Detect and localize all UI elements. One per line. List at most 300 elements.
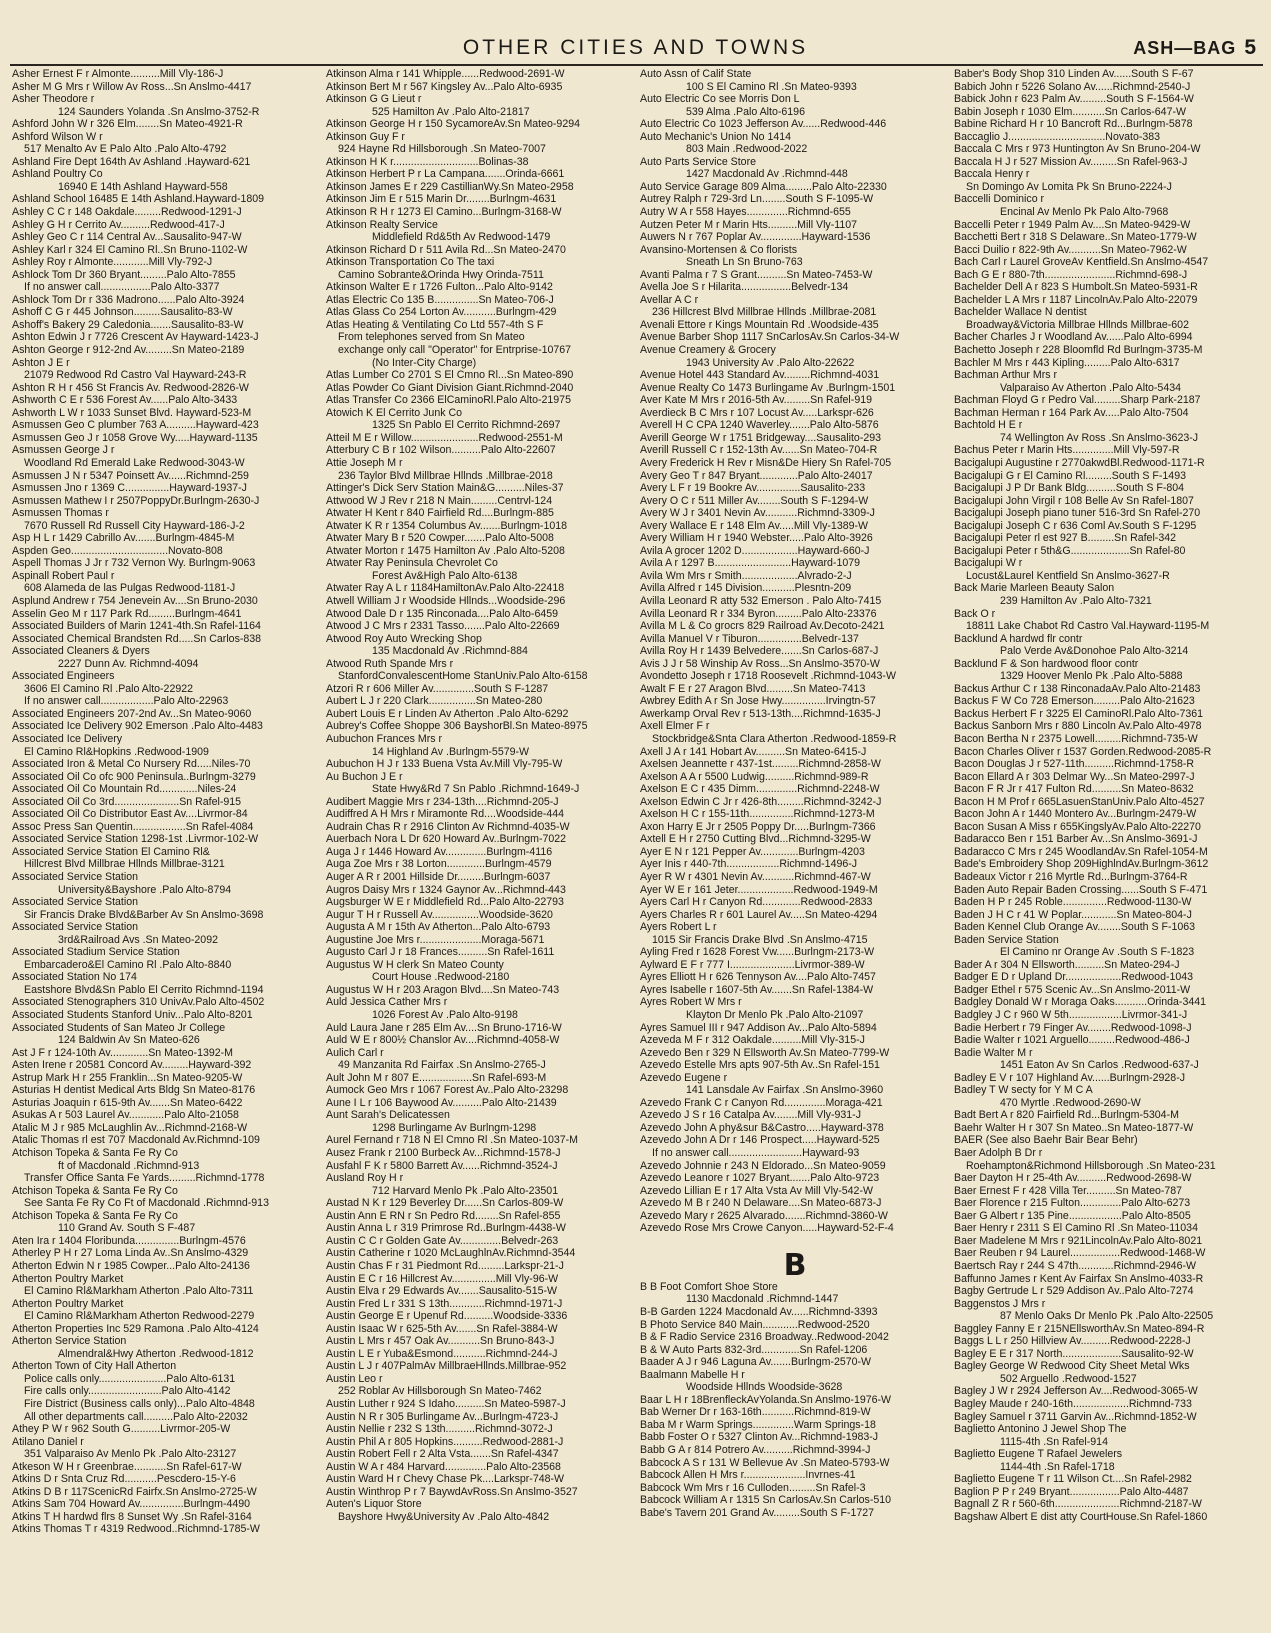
listing-line: Sn Domingo Av Lomita Pk Sn Bruno-2224-J <box>966 180 1172 193</box>
listing-line: Badie Walter r 1021 Arguello.........Redwood-486-J <box>954 1034 1190 1047</box>
listing-line: Auld Jessica Cather Mrs r <box>326 996 448 1009</box>
listing-line: 239 Hamilton Av .Palo Alto-7321 <box>1000 594 1152 607</box>
listing-line: Ashton J E r <box>12 356 70 369</box>
listing-line: Associated Service Station 1298-1st .Livrmor-102-W <box>12 833 259 846</box>
listing-line: See Santa Fe Ry Co Ft of Macdonald .Richmnd-913 <box>24 1197 269 1210</box>
listing-line: Austin Anna L r 319 Primrose Rd..Burlngm-4438-W <box>326 1222 566 1235</box>
listing-line: Ayres Robert W Mrs r <box>640 996 742 1009</box>
listing-line: Atkinson R H r 1273 El Camino...Burlngm-3168-W <box>326 206 562 219</box>
listing-line: B & W Auto Parts 832-3rd.............Sn Rafel-1206 <box>640 1343 868 1356</box>
listing-line: Bachelder Dell A r 823 S Humbolt.Sn Mateo-5931-R <box>954 281 1198 294</box>
listing-line: Aubert L J r 220 Clark................Sn Mateo-280 <box>326 695 543 708</box>
listing-line: 517 Menalto Av E Palo Alto .Palo Alto-4792 <box>24 143 227 156</box>
listing-line: Badger E D r Upland Dr...................Redwood-1043 <box>954 971 1194 984</box>
listing-line: Baber's Body Shop 310 Linden Av......South S F-67 <box>954 68 1194 80</box>
listing-line: (No Inter-City Charge) <box>372 356 477 369</box>
listing-line: Atkins Sam 704 Howard Av...............Burlngm-4490 <box>12 1498 251 1511</box>
listing-line: Ashton R H r 456 St Francis Av. Redwood-2826-W <box>12 381 249 394</box>
listing-line: 1329 Hoover Menlo Pk .Palo Alto-5888 <box>1000 670 1183 683</box>
listing-line: Associated Stadium Service Station <box>12 946 180 959</box>
listing-line: B Photo Service 840 Main............Redwood-2520 <box>640 1318 870 1331</box>
listing-line: Eastshore Blvd&Sn Pablo El Cerrito Richmnd-1194 <box>24 983 264 996</box>
listing-line: Atwater K R r 1354 Columbus Av.......Burlngm-1018 <box>326 519 568 532</box>
directory-column <box>12 68 322 1628</box>
listing-line: Austin L Mrs r 457 Oak Av...........Sn Bruno-843-J <box>326 1335 555 1348</box>
listing-line: Atkinson G G Lieut r <box>326 93 422 106</box>
listing-line: Babb Foster O r 5327 Clinton Av...Richmnd-1983-J <box>640 1431 879 1444</box>
listing-line: Roehampton&Richmond Hillsborough .Sn Mateo-231 <box>966 1159 1216 1172</box>
listing-line: Ashland School 16485 E 14th Ashland.Hayward-1809 <box>12 193 265 206</box>
listing-line: Azevedo Frank C r Canyon Rd..............Moraga-421 <box>640 1096 883 1109</box>
listing-line: Avery Frederick H Rev r Misn&De Hiery Sn Rafel-705 <box>640 456 892 469</box>
listing-line: 100 S El Camino Rl .Sn Mateo-9393 <box>686 80 857 93</box>
listing-line: Atkinson Jim E r 515 Marin Dr........Burlngm-4631 <box>326 193 557 206</box>
listing-line: 608 Alameda de las Pulgas Redwood-1181-J <box>24 582 236 595</box>
listing-line: Baccala H J r 527 Mission Av.........Sn Rafel-963-J <box>954 155 1188 168</box>
listing-line: Backus Arthur C r 138 RinconadaAv.Palo Alto-21483 <box>954 682 1201 695</box>
listing-line: 1144-4th .Sn Rafel-1718 <box>1000 1460 1115 1473</box>
listing-line: Atwater H Kent r 840 Fairfield Rd....Burlngm-885 <box>326 507 554 520</box>
listing-line: Baglietto Eugene T Rafael Jewelers <box>954 1448 1123 1461</box>
listing-line: Aspden Geo.................................Novato-808 <box>12 544 223 557</box>
listing-line: Atlas Electric Co 135 B...............Sn Mateo-706-J <box>326 293 554 306</box>
listing-line: Bacigalupi J P Dr Bank Bldg..........South S F-804 <box>954 482 1185 495</box>
listing-line: Austin E C r 16 Hillcrest Av...............Mill Vly-96-W <box>326 1272 559 1285</box>
listing-line: Atherton Service Station <box>12 1335 127 1348</box>
listing-line: Bab Werner Dr r 163-16th...........Richmnd-819-W <box>640 1406 871 1419</box>
listing-line: Azevedo Leanore r 1027 Bryant.......Palo Alto-9723 <box>640 1172 880 1185</box>
listing-line: Atilano Daniel r <box>12 1435 84 1448</box>
listing-line: Asmussen Mathew I r 2507PoppyDr.Burlngm-2630-J <box>12 494 260 507</box>
listing-line: Ayer E N r 121 Pepper Av.............Burlngm-4203 <box>640 845 865 858</box>
listing-line: Azeveda M F r 312 Oakdale..........Mill Vly-315-J <box>640 1034 865 1047</box>
listing-line: Backus Herbert F r 3225 El CaminoRl.Palo Alto-7361 <box>954 707 1204 720</box>
listing-line: Asturias H dentist Medical Arts Bldg Sn Mateo-8176 <box>12 1084 256 1097</box>
listing-line: Avilla Roy H r 1439 Belvedere.......Sn Carlos-687-J <box>640 645 879 658</box>
listing-line: Baccaglio J.................................Novato-383 <box>954 130 1161 143</box>
listing-line: Bacigalupi Joseph piano tuner 516-3rd Sn Rafel-270 <box>954 507 1201 520</box>
listing-line: Baer Ernest F r 428 Villa Ter..........Sn Mateo-787 <box>954 1184 1183 1197</box>
listing-line: 1115-4th .Sn Rafel-914 <box>1000 1435 1108 1448</box>
listing-line: Asmussen Geo C plumber 763 A..........Hayward-423 <box>12 419 259 432</box>
listing-line: Fire District (Business calls only)...Palo Alto-4848 <box>24 1397 255 1410</box>
listing-line: Atkinson Bert M r 567 Kingsley Av...Palo Alto-6935 <box>326 80 563 93</box>
listing-line: Bacon Susan A Miss r 655KingslyAv.Palo Alto-22270 <box>954 820 1201 833</box>
listing-line: Bacon Bertha N r 2375 Lowell.........Richmnd-735-W <box>954 732 1198 745</box>
listing-line: Bacher Charles J r Woodland Av......Palo Alto-6994 <box>954 331 1193 344</box>
listing-line: Avilla M L & Co grocrs 829 Railroad Av.Decoto-2421 <box>640 620 885 633</box>
listing-line: Atkinson James E r 229 CastillianWy.Sn Mateo-2958 <box>326 180 574 193</box>
listing-line: Austin George E r Upenuf Rd..........Woodside-3336 <box>326 1310 568 1323</box>
listing-line: 87 Menlo Oaks Dr Menlo Pk .Palo Alto-22505 <box>1000 1310 1214 1323</box>
listing-line: Bacon F R Jr r 417 Fulton Rd..........Sn Mateo-8632 <box>954 783 1194 796</box>
listing-line: Aune I L r 106 Baywood Av..........Palo Alto-21439 <box>326 1096 557 1109</box>
listing-line: Atlas Powder Co Giant Division Giant.Richmnd-2040 <box>326 381 574 394</box>
listing-line: Ashford John W r 326 Elm........Sn Mateo-4921-R <box>12 118 243 131</box>
listing-line: Baffunno James r Kent Av Fairfax Sn Anslmo-4033-R <box>954 1272 1204 1285</box>
listing-line: Stockbridge&Snta Clara Atherton .Redwood-1859-R <box>652 732 897 745</box>
listing-line: Baer Florence r 215 Fulton..............Palo Alto-6273 <box>954 1197 1191 1210</box>
listing-line: Austin C C r Golden Gate Av..............Belvedr-263 <box>326 1234 559 1247</box>
listing-line: Badaracco C Mrs r 245 WoodlandAv.Sn Rafel-1054-M <box>954 845 1208 858</box>
listing-line: Ashley Geo C r 114 Central Av...Sausalito-947-W <box>12 231 242 244</box>
listing-line: Bacon Douglas J r 527-11th..........Richmnd-1758-R <box>954 758 1195 771</box>
listing-line: Back Marie Marleen Beauty Salon <box>954 582 1115 595</box>
listing-line: Ayres Isabelle r 1607-5th Av.......Sn Rafel-1384-W <box>640 983 874 996</box>
listing-line: Azevedo Mary r 2625 Alvarado.......Richmnd-3860-W <box>640 1209 888 1222</box>
listing-line: Baba M r Warm Springs..............Warm Springs-18 <box>640 1418 876 1431</box>
listing-line: Aubuchon Frances Mrs r <box>326 732 442 745</box>
listing-line: Austin Nellie r 232 S 13th..........Richmnd-3072-J <box>326 1423 553 1436</box>
guide-words: ASH—BAG <box>1133 38 1237 58</box>
listing-line: Atwater Ray A L r 1184HamiltonAv.Palo Alto-22418 <box>326 582 565 595</box>
listing-line: Camino Sobrante&Orinda Hwy Orinda-7511 <box>338 268 544 281</box>
listing-line: Austin N R r 305 Burlingame Av...Burlngm-4723-J <box>326 1410 559 1423</box>
listing-line: Ashton George r 912-2nd Av.........Sn Mateo-2189 <box>12 344 245 357</box>
listing-line: Bagshaw Albert E dist atty CourtHouse.Sn Rafel-1860 <box>954 1510 1208 1523</box>
listing-line: Middlefield Rd&5th Av Redwood-1479 <box>372 231 551 244</box>
listing-line: Baer Madelene M Mrs r 921LincolnAv.Palo Alto-8021 <box>954 1234 1203 1247</box>
listing-line: Asplund Andrew r 754 Jenevein Av....Sn Bruno-2030 <box>12 594 258 607</box>
listing-line: Atalic M J r 985 McLaughlin Av...Richmnd-2168-W <box>12 1121 248 1134</box>
listing-line: Associated Engineers <box>12 670 115 683</box>
listing-line: Auld Laura Jane r 285 Elm Av....Sn Bruno-1716-W <box>326 1021 562 1034</box>
listing-line: Atalic Thomas rl est 707 Macdonald Av.Richmnd-109 <box>12 1134 260 1147</box>
listing-line: Baer Adolph B Dr r <box>954 1147 1043 1160</box>
listing-line: Avondetto Joseph r 1718 Roosevelt .Richmnd-1043-W <box>640 670 896 683</box>
listing-line: El Camino Rl&Markham Atherton .Palo Alto-7311 <box>24 1285 254 1298</box>
listing-line: Avery O C r 511 Miller Av........South S F-1294-W <box>640 494 869 507</box>
listing-line: Austin Winthrop P r 7 BaywdAvRoss.Sn Anslmo-3527 <box>326 1485 578 1498</box>
listing-line: Ausfahl F K r 5800 Barrett Av......Richmnd-3524-J <box>326 1159 558 1172</box>
listing-line: Ayer W E r 161 Jeter...................Redwood-1949-M <box>640 883 878 896</box>
listing-line: Asher M G Mrs r Willow Av Ross...Sn Anslmo-4417 <box>12 80 252 93</box>
listing-line: 803 Main .Redwood-2022 <box>686 143 808 156</box>
listing-line: Auld W E r 800½ Chanslor Av....Richmnd-4058-W <box>326 1034 560 1047</box>
listing-line: 124 Baldwin Av Sn Mateo-626 <box>58 1034 200 1047</box>
listing-line: Aulich Carl r <box>326 1046 384 1059</box>
listing-line: 49 Manzanita Rd Fairfax .Sn Anslmo-2765-J <box>338 1059 546 1072</box>
listing-line: Atchison Topeka & Santa Fe Ry Co <box>12 1147 178 1160</box>
listing-line: Bach Carl r Laurel GroveAv Kentfield.Sn Anslmo-4547 <box>954 256 1209 269</box>
listing-line: Atterbury C B r 102 Wilson..........Palo Alto-22607 <box>326 444 556 457</box>
listing-line: Babcock A S r 131 W Bellevue Av .Sn Mateo-5793-W <box>640 1456 890 1469</box>
listing-line: Axelsen Jeannette r 437-1st.........Richmnd-2858-W <box>640 758 881 771</box>
listing-line: Baader A J r 946 Laguna Av.......Burlngm-2570-W <box>640 1356 872 1369</box>
listing-line: If no answer call.........................Hayward-93 <box>652 1147 860 1160</box>
listing-line: Attwood W J Rev r 218 N Main.........Centrvl-124 <box>326 494 553 507</box>
listing-line: Atteil M E r Willow.......................Redwood-2551-M <box>326 431 563 444</box>
listing-line: Atherton Edwin N r 1985 Cowper...Palo Alto-24136 <box>12 1259 250 1272</box>
listing-line: Ausland Roy H r <box>326 1172 404 1185</box>
listing-line: Associated Builders of Marin 1241-4th.Sn Rafel-1164 <box>12 620 261 633</box>
listing-line: B & F Radio Service 2316 Broadway..Redwood-2042 <box>640 1331 889 1344</box>
listing-line: Bagley George W Redwood City Sheet Metal Wks <box>954 1360 1190 1373</box>
listing-line: Au Buchon J E r <box>326 770 403 783</box>
listing-line: Asher Ernest F r Almonte..........Mill Vly-186-J <box>12 68 224 80</box>
listing-line: Atherton Poultry Market <box>12 1297 124 1310</box>
listing-line: Ashton Edwin J r 7726 Crescent Av Hayward-1423-J <box>12 331 259 344</box>
listing-line: Aten Ira r 1404 Floribunda...............Burlngm-4576 <box>12 1234 246 1247</box>
listing-line: 1026 Forest Av .Palo Alto-9198 <box>372 1009 518 1022</box>
listing-line: Broadway&Victoria Millbrae Hllnds Millbrae-602 <box>966 318 1189 331</box>
listing-line: All other departments call..........Palo Alto-22032 <box>24 1410 248 1423</box>
listing-line: Avilla Leonard R atty 532 Emerson . Palo Alto-7415 <box>640 594 882 607</box>
listing-line: Associated Oil Co 3rd......................Sn Rafel-915 <box>12 795 242 808</box>
listing-line: Aubrey's Coffee Shoppe 306 BayshorBl.Sn Mateo-8975 <box>326 720 588 733</box>
listing-line: Azevedo Estelle Mrs apts 907-5th Av..Sn Rafel-151 <box>640 1059 880 1072</box>
listing-line: Audrain Chas R r 2916 Clinton Av Richmnd-4035-W <box>326 820 570 833</box>
listing-line: Backlund F & Son hardwood floor contr <box>954 657 1139 670</box>
listing-line: Axelson Edwin C Jr r 426-8th.........Richmnd-3242-J <box>640 795 882 808</box>
listing-line: Asten Irene r 20581 Concord Av.........Hayward-392 <box>12 1059 252 1072</box>
listing-line: 1130 Macdonald .Richmnd-1447 <box>686 1293 839 1306</box>
listing-line: El Camino nr Orange Av .South S F-1823 <box>1000 946 1195 959</box>
listing-line: Avenue Creamery & Grocery <box>640 344 776 357</box>
listing-line: Badie Herbert r 79 Finger Av........Redwood-1098-J <box>954 1021 1192 1034</box>
listing-line: Associated Oil Co Distributor East Av....Livrmor-84 <box>12 808 248 821</box>
listing-line: Atlas Lumber Co 2701 S El Cmno Rl...Sn Mateo-890 <box>326 369 574 382</box>
listing-line: Babick John r 623 Palm Av.........South S F-1564-W <box>954 93 1194 106</box>
listing-line: Austin W A r 484 Harvard..............Palo Alto-23568 <box>326 1460 561 1473</box>
listing-line: Baar L H r 18BrenfleckAvYolanda.Sn Anslmo-1976-W <box>640 1393 892 1406</box>
page-range <box>1133 36 1257 60</box>
directory-columns <box>12 68 1264 1628</box>
listing-line: Ayers Carl H r Canyon Rd.............Redwood-2833 <box>640 896 873 909</box>
listing-line: Associated Stenographers 310 UnivAv.Palo Alto-4502 <box>12 996 265 1009</box>
listing-line: Ayers Robert L r <box>640 921 717 934</box>
listing-line: B B Foot Comfort Shoe Store <box>640 1280 778 1293</box>
listing-line: Baggenstos J Mrs r <box>954 1297 1046 1310</box>
listing-line: Awerkamp Orval Rev r 513-13th....Richmnd-1635-J <box>640 707 881 720</box>
listing-line: Bach G E r 880-7th........................Richmnd-698-J <box>954 268 1188 281</box>
listing-line: Azevedo John A phy&sur B&Castro.....Hayward-378 <box>640 1121 884 1134</box>
listing-line: Bagley J W r 2924 Jefferson Av....Redwood-3065-W <box>954 1385 1198 1398</box>
listing-line: Babine Richard H r 10 Bancroft Rd...Burlngm-5878 <box>954 118 1193 131</box>
listing-line: Attinger's Dick Serv Station Main&G..........Niles-37 <box>326 482 564 495</box>
listing-line: Avis J J r 58 Winship Av Ross...Sn Anslmo-3570-W <box>640 657 880 670</box>
listing-line: 141 Lansdale Av Fairfax .Sn Anslmo-3960 <box>686 1084 884 1097</box>
listing-line: Atkinson Richard D r 511 Avila Rd...Sn Mateo-2470 <box>326 243 566 256</box>
listing-line: Awbrey Edith A r Sn Jose Hwy...............Irvingtn-57 <box>640 695 876 708</box>
listing-line: Badley E V r 107 Highland Av......Burlngm-2928-J <box>954 1071 1186 1084</box>
listing-line: Bacigalupi W r <box>954 557 1023 570</box>
listing-line: Baden H P r 245 Roble...............Redwood-1130-W <box>954 896 1192 909</box>
listing-line: Avery Geo T r 847 Bryant.............Palo Alto-24017 <box>640 469 873 482</box>
listing-line: Baglion P P r 249 Bryant.................Palo Alto-4487 <box>954 1485 1189 1498</box>
listing-line: Azevedo M B r 240 N Delaware....Sn Mateo-6873-J <box>640 1197 882 1210</box>
listing-line: Atwood Dale D r 135 Rinconada....Palo Alto-6459 <box>326 607 559 620</box>
listing-line: Associated Service Station <box>12 871 139 883</box>
listing-line: Baccala Henry r <box>954 168 1030 181</box>
listing-line: 1325 Sn Pablo El Cerrito Richmnd-2697 <box>372 419 561 432</box>
listing-line: Axtell E H r 2750 Cutting Blvd...Richmnd-3295-W <box>640 833 871 846</box>
listing-line: Avila A grocer 1202 D...................Hayward-660-J <box>640 544 870 557</box>
listing-line: Avilla Alfred r 145 Division...........Plesntn-209 <box>640 582 852 595</box>
listing-line: Bacigalupi Joseph C r 636 Coml Av.South S F-1295 <box>954 519 1197 532</box>
listing-line: Bayshore Hwy&University Av .Palo Alto-4842 <box>338 1510 550 1523</box>
listing-line: Bachelder L A Mrs r 1187 LincolnAv.Palo Alto-22079 <box>954 293 1198 306</box>
listing-line: Avenue Hotel 443 Standard Av.........Richmnd-4031 <box>640 369 880 382</box>
listing-line: exchange only call "Operator" for Entrprise-10767 <box>338 344 572 357</box>
listing-line: Baglietto Antonino J Jewel Shop The <box>954 1423 1127 1436</box>
listing-line: Sir Francis Drake Blvd&Barber Av Sn Anslmo-3698 <box>24 908 264 921</box>
listing-line: Atkinson Herbert P r La Campana.......Orinda-6661 <box>326 168 565 181</box>
listing-line: Atwell William J r Woodside Hllnds...Woodside-296 <box>326 594 566 607</box>
listing-line: 1427 Macdonald Av .Richmnd-448 <box>686 168 848 181</box>
listing-line: Axelson A A r 5500 Ludwig..........Richmnd-989-R <box>640 770 869 783</box>
listing-line: Austin Ward H r Chevy Chase Pk....Larkspr-748-W <box>326 1473 565 1486</box>
listing-line: Babcock Wm Mrs r 16 Culloden.........Sn Rafel-3 <box>640 1481 866 1494</box>
listing-line: 1298 Burlingame Av Burlngm-1298 <box>372 1121 537 1134</box>
listing-line: Associated Students of San Mateo Jr College <box>12 1021 226 1034</box>
listing-line: Atchison Topeka & Santa Fe Ry Co <box>12 1209 178 1222</box>
listing-line: Backus Sanborn Mrs r 880 Lincoln Av.Palo Alto-4978 <box>954 720 1202 733</box>
listing-line: Avenali Ettore r Kings Mountain Rd .Woodside-435 <box>640 318 879 331</box>
listing-line: Baalmann Mabelle H r <box>640 1368 745 1381</box>
listing-line: Aubuchon H J r 133 Buena Vsta Av.Mill Vly-795-W <box>326 758 563 771</box>
listing-line: Augsburger W E r Middlefield Rd...Palo Alto-22793 <box>326 896 564 909</box>
listing-line: Associated Students Stanford Univ...Palo Alto-8201 <box>12 1009 253 1022</box>
listing-line: Augur T H r Russell Av................Woodside-3620 <box>326 908 553 921</box>
listing-line: Atwood J C Mrs r 2331 Tasso.......Palo Alto-22669 <box>326 620 560 633</box>
listing-line: Atkinson Transportation Co The taxi <box>326 256 495 269</box>
listing-line: Auto Service Garage 809 Alma.........Palo Alto-22330 <box>640 180 887 193</box>
listing-line: Avery W J r 3401 Nevin Av...........Richmnd-3309-J <box>640 507 875 520</box>
listing-line: Baggley Fanny E r 215NEllsworthAv.Sn Mateo-894-R <box>954 1322 1205 1335</box>
listing-line: Augustus W H r 203 Aragon Blvd....Sn Mateo-743 <box>326 983 560 996</box>
listing-line: Avellar A C r <box>640 293 699 306</box>
listing-line: 3rd&Railroad Avs .Sn Mateo-2092 <box>58 933 218 946</box>
listing-line: Atkeson W H r Greenbrae...........Sn Rafel-617-W <box>12 1460 242 1473</box>
listing-line: Atlas Heating & Ventilating Co Ltd 557-4th S F <box>326 318 544 331</box>
listing-line: Auga Zoe Mrs r 38 Lorton.............Burlngm-4579 <box>326 858 552 871</box>
listing-line: Ashley Karl r 324 El Camino Rl..Sn Bruno-1102-W <box>12 243 248 256</box>
listing-line: Badgley J C r 960 W 5th..................Livrmor-341-J <box>954 1009 1188 1022</box>
listing-line: Badie Walter M r <box>954 1046 1033 1059</box>
listing-line: Police calls only.......................Palo Alto-6131 <box>24 1372 236 1385</box>
listing-line: Locust&Laurel Kentfield Sn Anslmo-3627-R <box>966 569 1170 582</box>
listing-line: Baccelli Dominico r <box>954 193 1045 206</box>
listing-line: Avila A r 1297 B..........................Hayward-1079 <box>640 557 861 570</box>
listing-line: Badeaux Victor r 216 Myrtle Rd...Burlngm-3764-R <box>954 871 1188 883</box>
listing-line: Baden Auto Repair Baden Crossing......South S F-471 <box>954 883 1208 896</box>
listing-line: Austin L J r 407PalmAv MillbraeHllnds.Millbrae-952 <box>326 1360 567 1373</box>
listing-line: Badt Bert A r 820 Fairfield Rd...Burlngm-5304-M <box>954 1109 1179 1122</box>
listing-line: Augustus W H clerk Sn Mateo County <box>326 958 504 971</box>
listing-line: Ashley Roy r Almonte............Mill Vly-792-J <box>12 256 213 269</box>
listing-line: Bacigalupi Peter rl est 927 B.........Sn Rafel-342 <box>954 532 1176 545</box>
listing-line: Avery William H r 1940 Webster.....Palo Alto-3926 <box>640 532 873 545</box>
listing-line: Atchison Topeka & Santa Fe Ry Co <box>12 1184 178 1197</box>
listing-line: 470 Myrtle .Redwood-2690-W <box>1000 1096 1141 1109</box>
listing-line: Ayers Charles R r 601 Laurel Av.....Sn Mateo-4294 <box>640 908 878 921</box>
listing-line: Atkinson Realty Service <box>326 218 438 231</box>
listing-line: Auerbach Nora L Dr 620 Howard Av..Burlngm-7022 <box>326 833 567 846</box>
listing-line: Auto Electric Co see Morris Don L <box>640 93 800 106</box>
listing-line: Asmussen George J r <box>12 444 115 457</box>
listing-line: 7670 Russell Rd Russell City Hayward-186-J-2 <box>24 519 245 532</box>
listing-line: Aver Kate M Mrs r 2016-5th Av.........Sn Rafel-919 <box>640 394 872 407</box>
listing-line: Asselin Geo M r 117 Park Rd.........Burlngm-4641 <box>12 607 242 620</box>
listing-line: Bagnall Z R r 560-6th......................Richmnd-2187-W <box>954 1498 1202 1511</box>
listing-line: Atherley P H r 27 Loma Linda Av..Sn Anslmo-4329 <box>12 1247 249 1260</box>
listing-line: Badgley Donald W r Moraga Oaks...........Orinda-3441 <box>954 996 1207 1009</box>
listing-line: Azevedo Ben r 329 N Ellsworth Av.Sn Mateo-7799-W <box>640 1046 890 1059</box>
listing-line: Bacchetti Bert r 318 S Delaware..Sn Mateo-1779-W <box>954 231 1197 244</box>
directory-column <box>326 68 636 1628</box>
listing-line: Encinal Av Menlo Pk Palo Alto-7968 <box>1000 206 1169 219</box>
listing-line: Woodside Hllnds Woodside-3628 <box>686 1381 843 1394</box>
listing-line: Hillcrest Blvd Millbrae Hllnds Millbrae-3121 <box>24 858 225 871</box>
listing-line: Atwater Morton r 1475 Hamilton Av .Palo Alto-5208 <box>326 544 565 557</box>
listing-line: Autry W A r 558 Hayes..............Richmnd-655 <box>640 206 851 219</box>
listing-line: Atkinson George H r 150 SycamoreAv.Sn Mateo-9294 <box>326 118 580 131</box>
listing-line: Averdieck B C Mrs r 107 Locust Av.....Larkspr-626 <box>640 406 874 419</box>
listing-line: Avery L F r 19 Bookre Av...............Sausalito-233 <box>640 482 866 495</box>
listing-line: Associated Station No 174 <box>12 971 137 984</box>
listing-line: Baggs L L r 250 Hillview Av..........Redwood-2228-J <box>954 1335 1191 1348</box>
listing-line: Bacon Ellard A r 303 Delmar Wy...Sn Mateo-2997-J <box>954 770 1195 783</box>
listing-line: 3606 El Camino Rl .Palo Alto-22922 <box>24 682 194 695</box>
listing-line: Babe's Tavern 201 Grand Av.........South S F-1727 <box>640 1506 875 1519</box>
listing-line: Awalt F E r 27 Aragon Blvd.........Sn Mateo-7413 <box>640 682 866 695</box>
listing-line: Ashlock Tom Dr r 336 Madrono......Palo Alto-3924 <box>12 293 245 306</box>
listing-line: Averill George W r 1751 Bridgeway....Sausalito-293 <box>640 431 882 444</box>
listing-line: 1451 Eaton Av Sn Carlos .Redwood-637-J <box>1000 1059 1199 1072</box>
listing-line: Auto Assn of Calif State <box>640 68 752 80</box>
listing-line: Azevedo J S r 16 Catalpa Av........Mill Vly-931-J <box>640 1109 861 1122</box>
listing-line: Atkins T H hardwd flrs 8 Sunset Wy .Sn Rafel-3164 <box>12 1510 252 1523</box>
listing-line: Transfer Office Santa Fe Yards.........Richmnd-1778 <box>24 1172 265 1185</box>
listing-line: Bacci Duilio r 822-9th Av...........Sn Mateo-7962-W <box>954 243 1187 256</box>
listing-line: Atkinson H K r.............................Bolinas-38 <box>326 155 529 168</box>
listing-line: Avenue Realty Co 1473 Burlingame Av .Burlngm-1501 <box>640 381 896 394</box>
listing-line: Babcock Allen H Mrs r.....................Invrnes-41 <box>640 1469 856 1482</box>
listing-line: Atherton Properties Inc 529 Ramona .Palo Alto-4124 <box>12 1322 259 1335</box>
listing-line: Auten's Liquor Store <box>326 1498 422 1511</box>
listing-line: Athey P W r 962 South G..........Livrmor-205-W <box>12 1423 231 1436</box>
listing-line: Baertsch Ray r 244 S 47th............Richmnd-2946-W <box>954 1259 1196 1272</box>
listing-line: 18811 Lake Chabot Rd Castro Val.Hayward-1195-M <box>966 620 1210 633</box>
listing-line: Audibert Maggie Mrs r 234-13th....Richmnd-205-J <box>326 795 559 808</box>
listing-line: Baehr Walter H r 307 Sn Mateo..Sn Mateo-1877-W <box>954 1121 1194 1134</box>
listing-line: ft of Macdonald .Richmnd-913 <box>58 1159 200 1172</box>
listing-line: Bader A r 304 N Ellsworth..........Sn Mateo-294-J <box>954 958 1180 971</box>
listing-line: Ayer Inis r 440-7th..................Richmnd-1496-J <box>640 858 858 871</box>
listing-line: Avery Wallace E r 148 Elm Av.....Mill Vly-1389-W <box>640 519 869 532</box>
listing-line: Associated Chemical Brandsten Rd.....Sn Carlos-838 <box>12 632 262 645</box>
listing-line: 16940 E 14th Ashland Hayward-558 <box>58 180 228 193</box>
listing-line: Austin Leo r <box>326 1372 383 1385</box>
listing-line: B-B Garden 1224 Macdonald Av......Richmnd-3393 <box>640 1305 878 1318</box>
directory-column <box>954 68 1264 1628</box>
listing-line: 2227 Dunn Av. Richmnd-4094 <box>58 657 199 670</box>
listing-line: Badaracco Ben r 151 Barber Av...Sn Anslmo-3691-J <box>954 833 1198 846</box>
listing-line: Ashoff C G r 445 Johnson.........Sausalito-83-W <box>12 306 233 319</box>
listing-line: Ashland Poultry Co <box>12 168 103 181</box>
listing-line: Bacon H M Prof r 665LasuenStanUniv.Palo Alto-4527 <box>954 795 1205 808</box>
listing-line: Austin L E r Yuba&Esmond...........Richmnd-244-J <box>326 1347 558 1360</box>
directory-column <box>640 68 950 1628</box>
listing-line: 525 Hamilton Av .Palo Alto-21817 <box>372 105 530 118</box>
listing-line: Auga J r 1446 Howard Av..............Burlngm-4116 <box>326 845 553 858</box>
listing-line: Austin Ann E RN r Sn Pedro Rd........Sn Rafel-855 <box>326 1209 561 1222</box>
listing-line: Austin Robert Fell r 2 Alta Vsta.......Sn Rafel-4347 <box>326 1448 559 1461</box>
listing-line: Backlund A hardwd flr contr <box>954 632 1083 645</box>
listing-line: Bachler M Mrs r 443 Kipling.........Palo Alto-6317 <box>954 356 1180 369</box>
listing-line: Baer G Albert r 135 Pine..................Palo Alto-8505 <box>954 1209 1191 1222</box>
